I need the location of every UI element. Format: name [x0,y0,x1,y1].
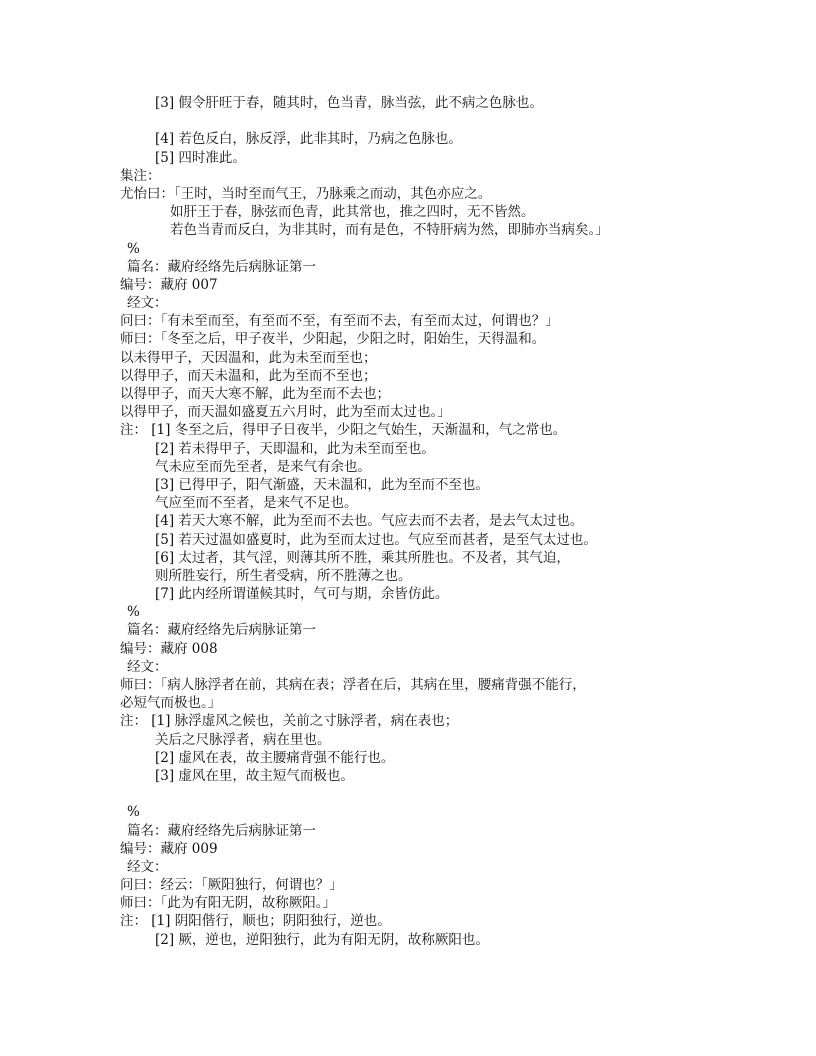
text-line: 关后之尺脉浮者，病在里也。 [155,731,331,748]
text-line: [4] 若天大寒不解，此为至而不去也。气应去而不去者，是去气太过也。 [155,513,584,530]
text-line: 则所胜妄行，所生者受病，所不胜薄之也。 [155,567,412,584]
text-line: [3] 虚风在里，故主短气而极也。 [155,767,354,784]
text-line: [2] 厥，逆也，逆阳独行，此为有阳无阴，故称厥阳也。 [155,931,489,948]
text-line: [5] 四时准此。 [155,149,246,166]
blank-line [120,112,720,130]
text-line: 师曰：「此为有阳无阴，故称厥阳。」 [120,895,336,912]
blank-line [120,785,720,803]
text-line: [6] 太过者，其气淫，则薄其所不胜，乘其所胜也。不及者，其气迫， [155,549,570,566]
text-line: [5] 若天过温如盛夏时，此为至而太过也。气应至而甚者，是至气太过也。 [155,531,597,548]
text-line: 若色当青而反白，为非其时，而有是色，不特肝病为然，即肺亦当病矣。」 [170,222,609,239]
text-line: [3] 假令肝旺于春，随其时，色当青，脉当弦，此不病之色脉也。 [155,95,543,111]
text-line: 以得甲子，而天温如盛夏五六月时，此为至而太过也。」 [120,404,451,421]
text-line: 气未应至而先至者，是来气有余也。 [155,458,371,475]
text-line: [2] 虚风在表，故主腰痛背强不能行也。 [155,749,395,766]
text-line: 师曰：「冬至之后，甲子夜半，少阳起，少阳之时，阳始生，天得温和。 [120,331,546,348]
text-line: 以得甲子，而天大寒不解，此为至而不去也； [120,386,390,402]
text-line: 篇名：藏府经络先后病脉证第一 [127,622,316,639]
text-line: [3] 已得甲子，阳气渐盛，天未温和，此为至而不至也。 [155,476,489,493]
text-line: 气应至而不至者，是来气不足也。 [155,495,358,512]
text-line: [4] 若色反白，脉反浮，此非其时，乃病之色脉也。 [155,131,462,148]
text-line: 问曰：经云：「厥阳独行，何谓也？」 [120,877,343,894]
document-page [120,94,720,949]
text-line: 注： [1] 阴阳偕行，顺也；阴阳独行，逆也。 [120,913,391,930]
text-line: 篇名：藏府经络先后病脉证第一 [127,822,316,839]
text-line: 注： [1] 冬至之后，得甲子日夜半，少阳之气始生，天渐温和，气之常也。 [120,422,567,439]
text-line: 尤怡曰：「王时，当时至而气王，乃脉乘之而动，其色亦应之。 [120,185,492,202]
text-line: [7] 此内经所谓谨候其时，气可与期，余皆仿此。 [155,586,449,603]
text-line: % [127,240,140,257]
text-line: 集注： [120,167,161,184]
text-line: % [127,804,140,821]
text-line: 编号：藏府 008 [120,640,218,657]
text-line: 以得甲子，而天未温和，此为至而不至也； [120,367,377,384]
text-line: 经文： [127,858,168,875]
text-line: 问曰：「有未至而至，有至而不至，有至而不去，有至而太过，何谓也？」 [120,313,559,330]
text-line: 注： [1] 脉浮虚风之候也，关前之寸脉浮者，病在表也； [120,713,459,730]
text-line: 以未得甲子，天因温和，此为未至而至也； [120,349,377,366]
text-line: 篇名：藏府经络先后病脉证第一 [127,258,316,275]
text-line: 师曰：「病人脉浮者在前，其病在表；浮者在后，其病在里，腰痛背强不能行， [120,677,586,693]
text-line: 如肝王于春，脉弦而色青，此其常也，推之四时，无不皆然。 [170,204,535,221]
text-line: 必短气而极也。」 [120,695,222,712]
text-line: 经文： [127,295,168,312]
text-line: [2] 若未得甲子，天即温和，此为未至而至也。 [155,440,435,457]
text-line: 经文： [127,658,168,675]
text-line: 编号：藏府 007 [120,276,218,293]
text-line: 编号：藏府 009 [120,840,218,857]
text-line: % [127,604,140,621]
